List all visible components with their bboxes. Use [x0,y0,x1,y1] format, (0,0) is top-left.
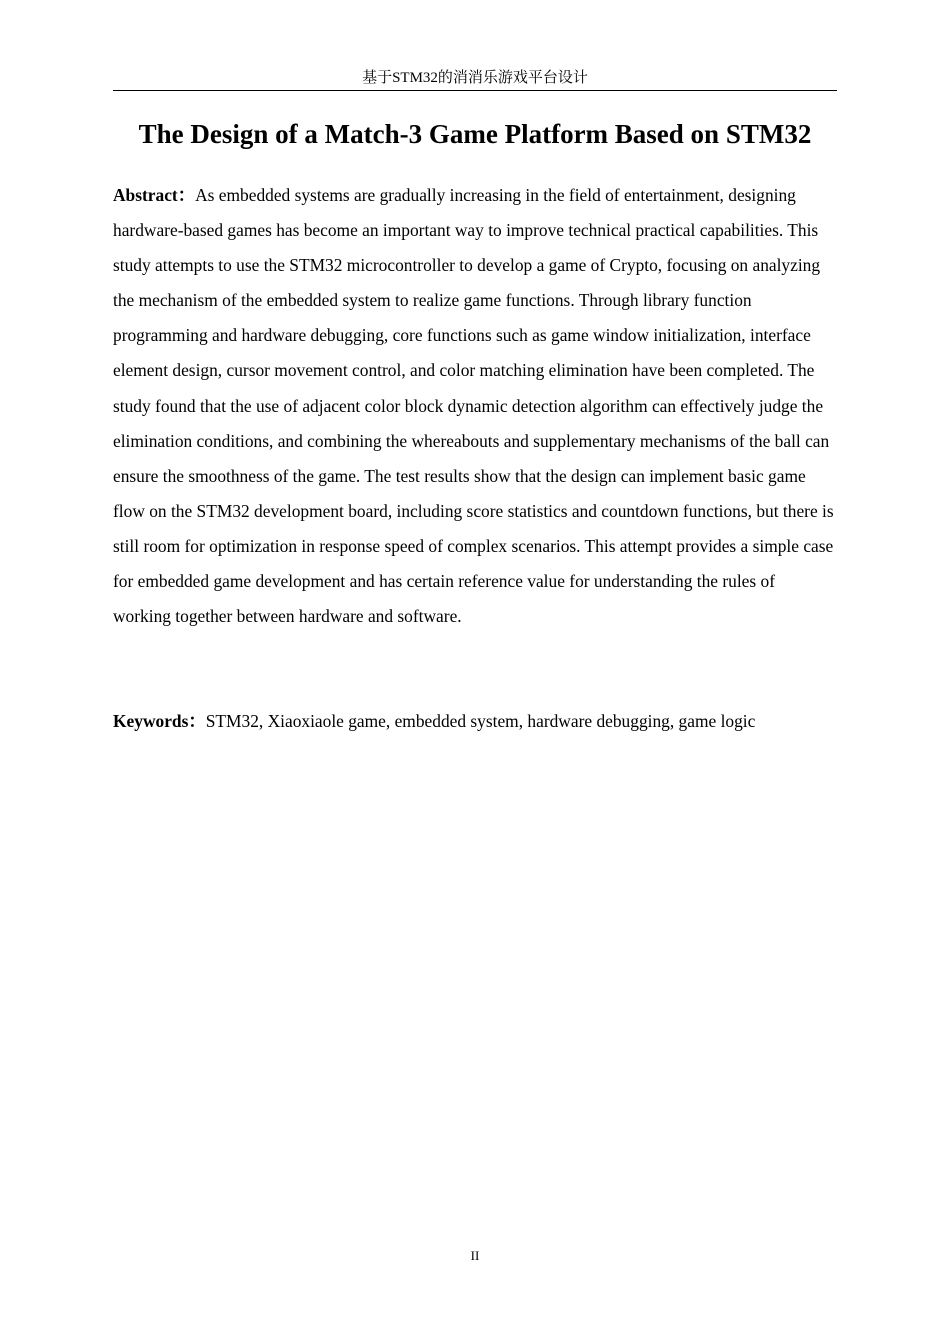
running-header [113,68,837,91]
keywords-text: STM32, Xiaoxiaole game, embedded system, hardware debugging, game logic [205,711,756,731]
running-header-text: 基于STM32的消消乐游戏平台设计 [362,70,588,86]
keywords-label: Keywords： [113,711,206,731]
paper-title: The Design of a Match-3 Game Platform Based on STM32 [138,119,812,149]
abstract-text: As embedded systems are gradually increasing in the field of entertainment, designing hardware-based games has become an important way to improve technical practical capabilities. This study attempts to use the STM32 microcontroller to develop a game of Crypto, focusing on analyzing the mechanism of the embedded system to realize game functions. Through library function programming and hardware debugging, core functions such as game window initialization, interface element design, cursor movement control, and color matching elimination have been completed. The study found that the use of adjacent color block dynamic detection algorithm can effectively judge the elimination conditions, and combining the whereabouts and supplementary mechanisms of the ball can ensure the smoothness of the game. The test results show that the design can implement basic game flow on the STM32 development board, including score statistics and countdown functions, but there is still room for optimization in response speed of complex scenarios. This attempt provides a simple case for embedded game development and has certain reference value for understanding the rules of working together between hardware and software. [113,185,834,627]
keywords-paragraph [113,704,837,739]
abstract-label: Abstract： [113,185,196,205]
page-number: II [470,1248,480,1263]
abstract-paragraph [113,178,837,634]
